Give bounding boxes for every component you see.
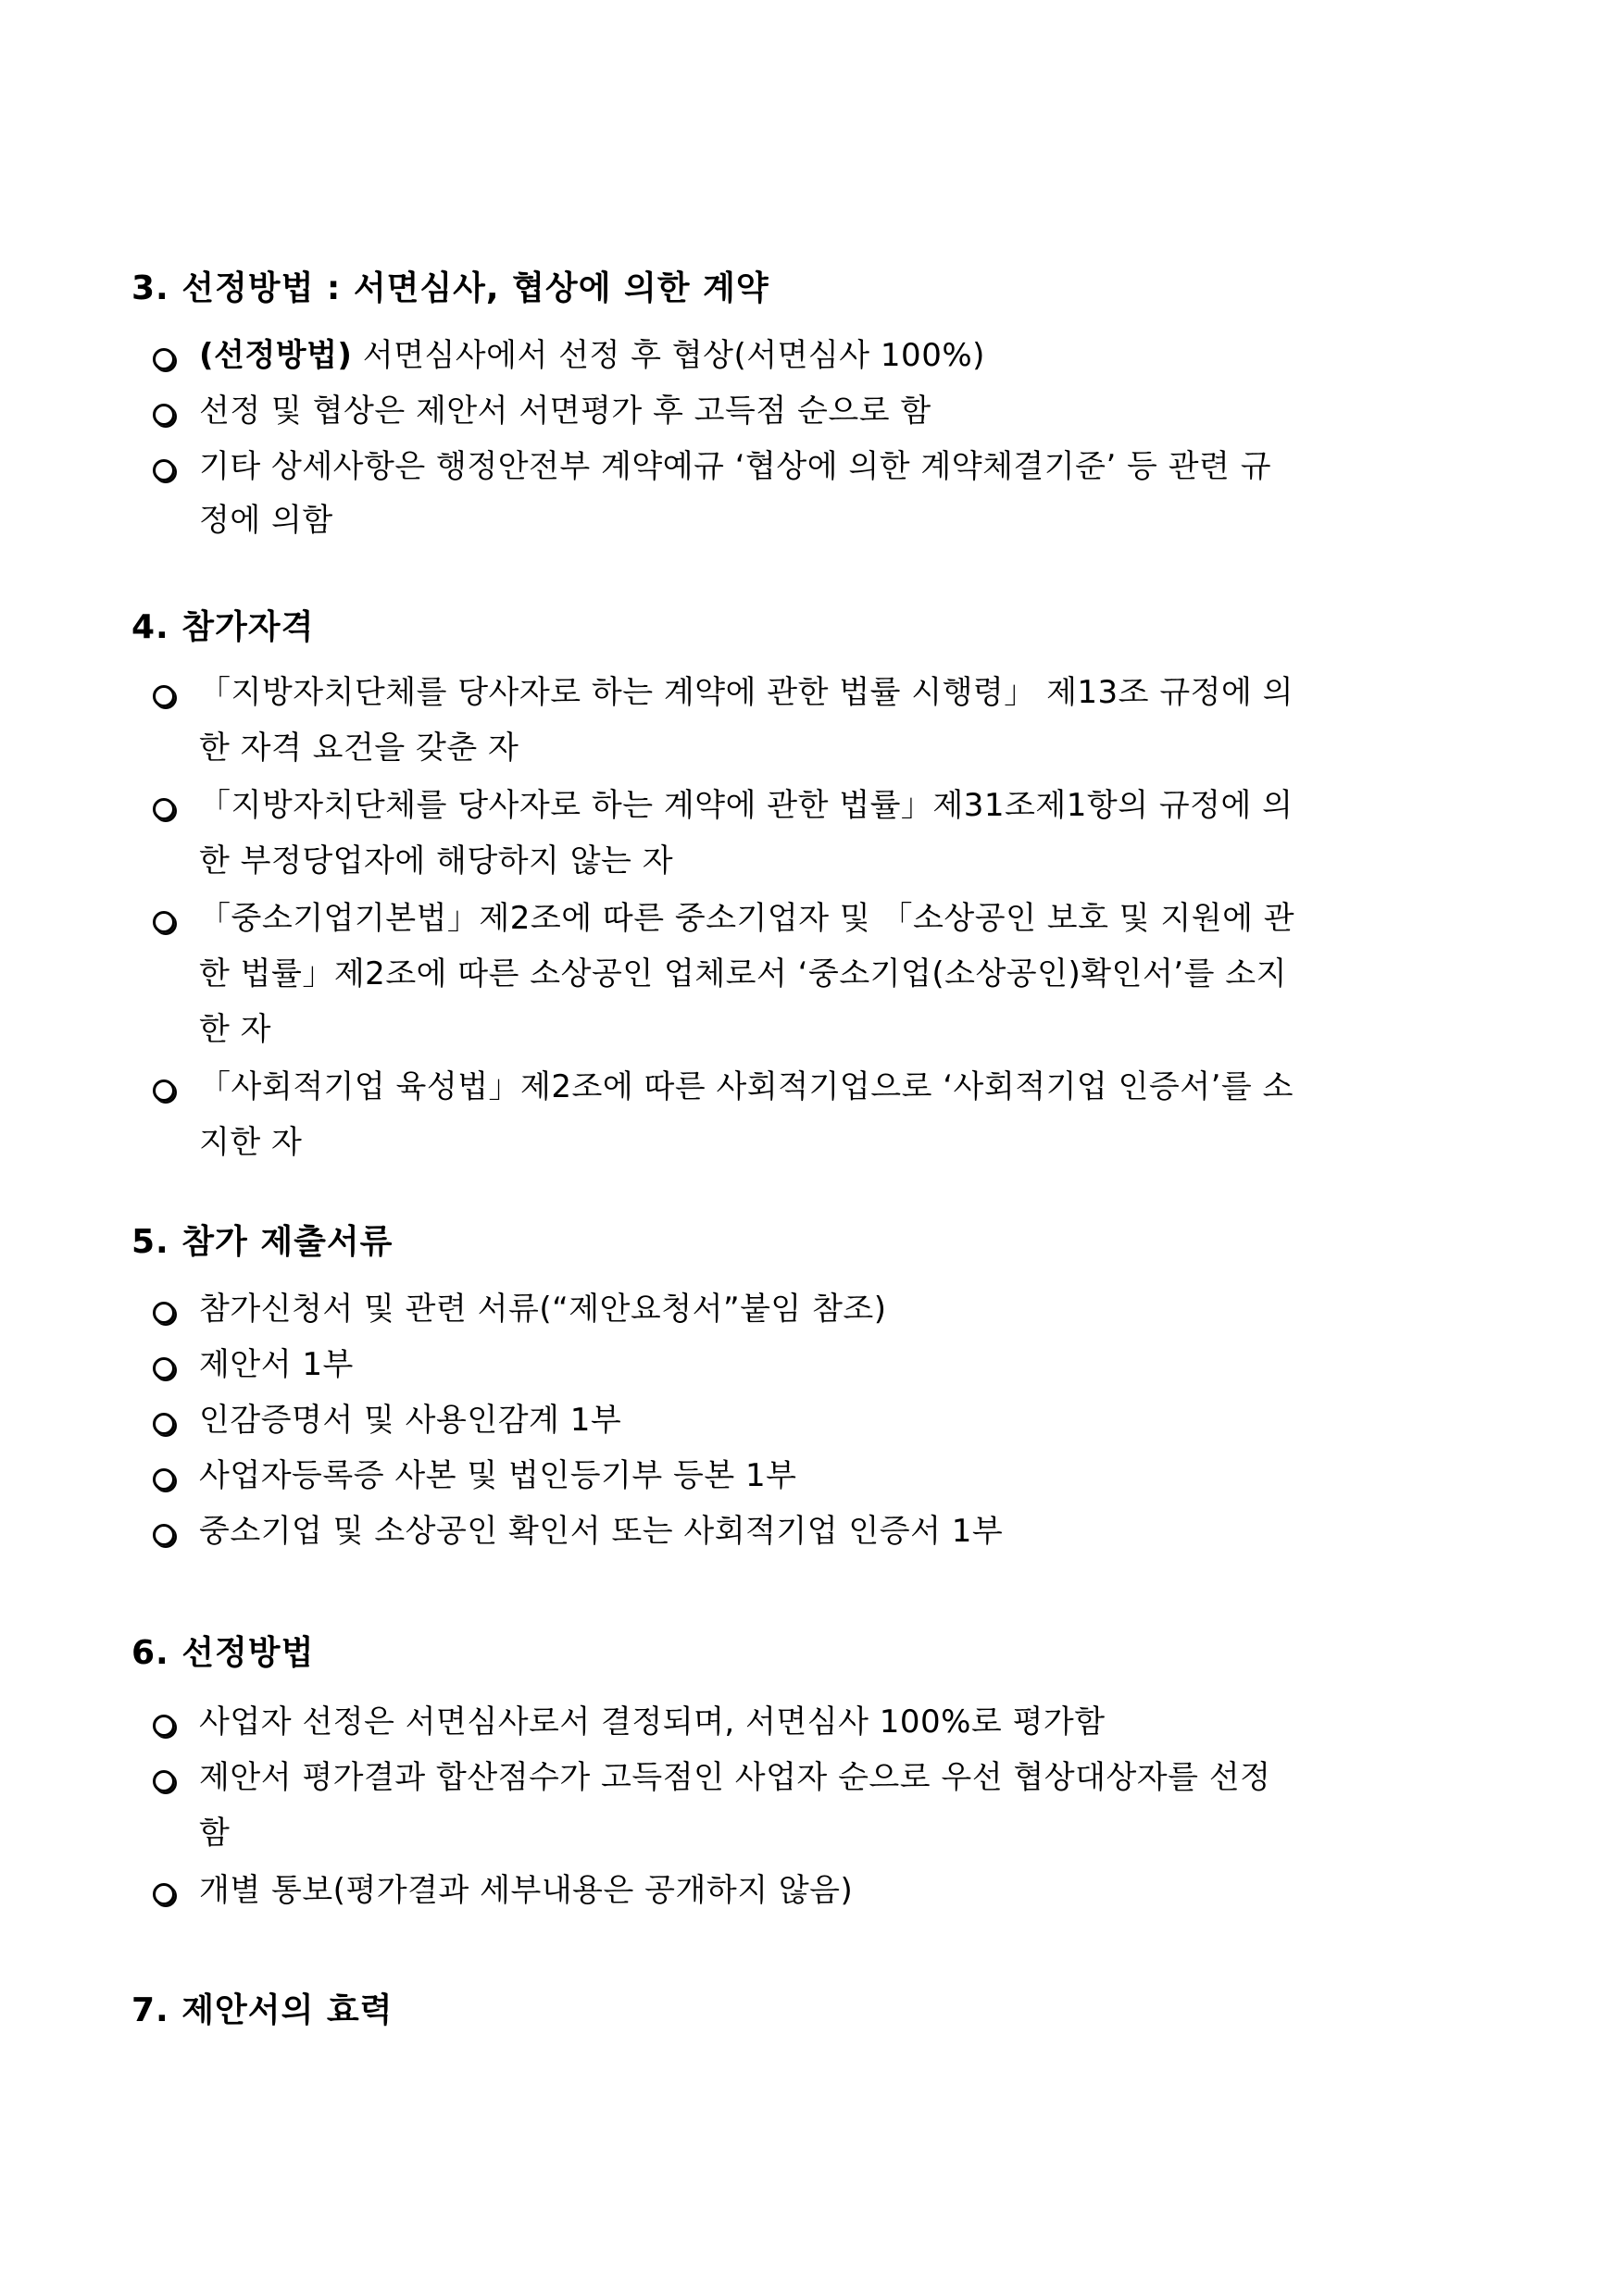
circle-bullet-icon bbox=[153, 1357, 175, 1379]
circle-bullet-icon bbox=[153, 459, 175, 481]
circle-bullet-icon bbox=[153, 1302, 175, 1324]
item-line: 선정 및 협상은 제안서 서면평가 후 고득점 순으로 함 bbox=[199, 393, 931, 430]
circle-bullet-icon bbox=[153, 1524, 175, 1546]
circle-bullet-icon bbox=[153, 1468, 175, 1491]
section-heading-3: 3. 선정방법 : 서면심사, 협상에 의한 계약 bbox=[131, 269, 769, 307]
item-line: 한 법률」제2조에 따른 소상공인 업체로서 ‘중소기업(소상공인)확인서’를 소지 bbox=[199, 955, 1287, 992]
item-line: 사업자등록증 사본 및 법인등기부 등본 1부 bbox=[199, 1457, 797, 1494]
section-heading-7: 7. 제안서의 효력 bbox=[131, 1991, 394, 2029]
item-line bbox=[199, 337, 985, 374]
item-line: 함 bbox=[199, 1815, 231, 1852]
item-line: 「사회적기업 육성법」제2조에 따른 사회적기업으로 ‘사회적기업 인증서’를 소 bbox=[199, 1068, 1294, 1105]
circle-bullet-icon bbox=[153, 404, 175, 426]
item-line: 제안서 평가결과 합산점수가 고득점인 사업자 순으로 우선 협상대상자를 선정 bbox=[199, 1759, 1271, 1796]
circle-bullet-icon bbox=[153, 911, 175, 933]
circle-bullet-icon bbox=[153, 1883, 175, 1905]
item-line: 지한 자 bbox=[199, 1124, 303, 1161]
item-line: 한 자격 요건을 갖춘 자 bbox=[199, 730, 519, 767]
circle-bullet-icon bbox=[153, 1413, 175, 1435]
circle-bullet-icon bbox=[153, 1770, 175, 1792]
circle-bullet-icon bbox=[153, 798, 175, 820]
circle-bullet-icon bbox=[153, 1715, 175, 1737]
circle-bullet-icon bbox=[153, 685, 175, 707]
item-line: 참가신청서 및 관련 서류(“제안요청서”붙임 참조) bbox=[199, 1291, 887, 1328]
item-line: 한 부정당업자에 해당하지 않는 자 bbox=[199, 842, 674, 880]
section-heading-6: 6. 선정방법 bbox=[131, 1634, 315, 1672]
item-line: 인감증명서 및 사용인감계 1부 bbox=[199, 1402, 622, 1439]
item-line: 「지방자치단체를 당사자로 하는 계약에 관한 법률」제31조제1항의 규정에 의 bbox=[199, 787, 1294, 824]
item-line: 제안서 1부 bbox=[199, 1346, 354, 1383]
item-line: 개별 통보(평가결과 세부내용은 공개하지 않음) bbox=[199, 1872, 854, 1909]
section-heading-5: 5. 참가 제출서류 bbox=[131, 1223, 394, 1261]
item-line: 정에 의함 bbox=[199, 502, 333, 539]
item-prefix: (선정방법) bbox=[199, 337, 353, 374]
item-line: 기타 상세사항은 행정안전부 계약예규 ‘협상에 의한 계약체결기준’ 등 관련 규 bbox=[199, 448, 1272, 485]
item-line: 중소기업 및 소상공인 확인서 또는 사회적기업 인증서 1부 bbox=[199, 1513, 1004, 1550]
item-line: 「지방자치단체를 당사자로 하는 계약에 관한 법률 시행령」 제13조 규정에 의 bbox=[199, 674, 1294, 711]
item-line: 「중소기업기본법」제2조에 따른 중소기업자 및 「소상공인 보호 및 지원에 관 bbox=[199, 900, 1295, 937]
item-line: 사업자 선정은 서면심사로서 결정되며, 서면심사 100%로 평가함 bbox=[199, 1703, 1106, 1741]
circle-bullet-icon bbox=[153, 348, 175, 370]
section-heading-4: 4. 참가자격 bbox=[131, 608, 315, 646]
item-text: 서면심사에서 선정 후 협상(서면심사 100%) bbox=[352, 337, 985, 374]
item-line: 한 자 bbox=[199, 1011, 271, 1048]
circle-bullet-icon bbox=[153, 1079, 175, 1102]
